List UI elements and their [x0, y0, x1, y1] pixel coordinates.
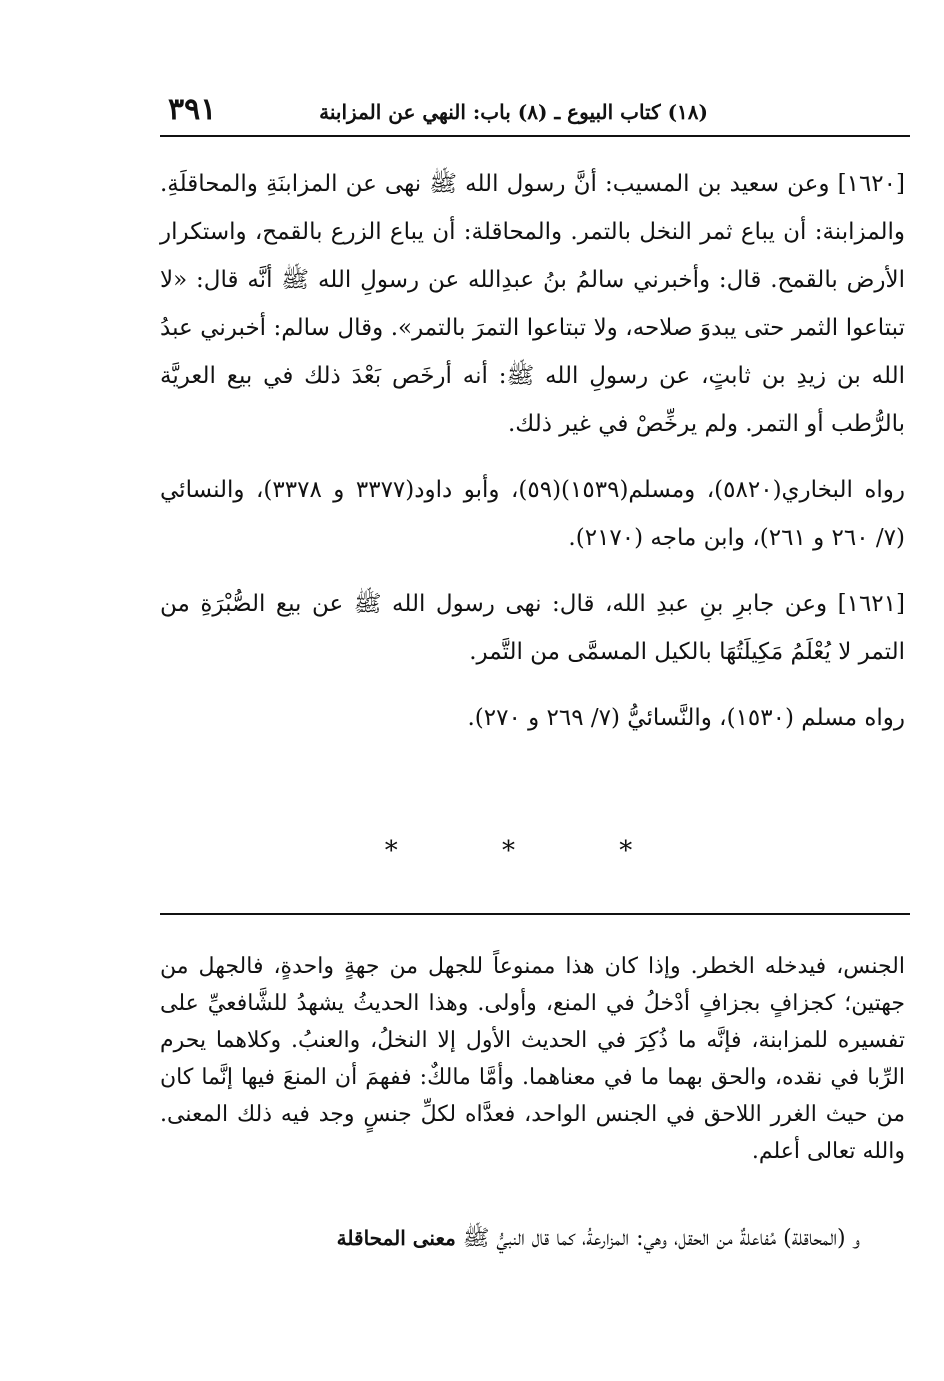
commentary-continuation-text: و (المحاقلة) مُفاعلةٌ من الحقل، وهي: المزارعةُ، كما قال النبيُّ ﷺ [462, 1226, 860, 1251]
main-text [160, 160, 905, 742]
hadith-1621-text: [١٦٢١] وعن جابرِ بنِ عبدِ الله، قال: نهى رسول الله ﷺ عن بيع الصُّبْرَةِ من التمر لا يُعْلَمُ مَكِيلَتُهَا بالكيل المسمَّى من التَّمر. [160, 591, 905, 665]
paragraph-gap [160, 676, 905, 694]
margin-label: معنى المحاقلة [336, 1226, 456, 1250]
running-title: (١٨) كتاب البيوع ـ (٨) باب: النهي عن المزابنة [319, 100, 708, 124]
commentary-text: الجنس، فيدخله الخطر. وإذا كان هذا ممنوعاً للجهل من جهةٍ واحدةٍ، فالجهل من جهتين؛ كجزافٍ بجزافٍ أدْخلُ في المنع، وأولى. وهذا الحديثُ يشهدُ للشَّافعيِّ على تفسيره للمزابنة، فإنَّه ما ذُكِرَ في الحديث الأول إلا النخلُ، والعنبُ. وكلاهما يحرم الرِّبا في نقده، والحق بهما ما في معناهما. وأمَّا مالكٌ: ففهمَ أن المنعَ فيها إنَّما كان من حيث الغرر اللاحق في الجنس الواحد، فعدَّاه لكلِّ جنسٍ وجد فيه ذلك المعنى. والله تعالى أعلم. [160, 954, 905, 1164]
paragraph-gap [160, 448, 905, 466]
hadith-1620-text: [١٦٢٠] وعن سعيد بن المسيب: أنَّ رسول الله ﷺ نهى عن المزابنَةِ والمحاقلَةِ. والمزابنة: أن يباع ثمر النخل بالتمر. والمحاقلة: أن يباع الزرع بالقمح، واستكرار الأرض بالقمح. قال: وأخبرني سالمُ بنُ عبدِالله عن رسولِ الله ﷺ أنَّه قال: «لا تبتاعوا الثمر حتى يبدوَ صلاحه، ولا تبتاعوا التمرَ بالتمر». وقال سالم: أخبرني عبدُ الله بن زيدِ بن ثابتٍ، عن رسولِ الله ﷺ: أنه أرخَص بَعْدَ ذلك في بيع العريَّة بالرُّطب أو التمر. ولم يرخِّصْ في غير ذلك. [160, 171, 905, 437]
page-number: ٣٩١ [168, 92, 217, 127]
footnote-rule [160, 913, 910, 915]
page-header [168, 92, 908, 132]
commentary [160, 948, 905, 1170]
commentary-continuation [40, 1220, 860, 1257]
hadith-1620-reference: رواه البخاري(٥٨٢٠)، ومسلم(١٥٣٩)(٥٩)، وأبو داود(٣٣٧٧ و ٣٣٧٨)، والنسائي (٧/ ٢٦٠ و ٢٦١)، وابن ماجه (٢١٧٠). [160, 477, 905, 551]
section-separator: * * * [384, 836, 681, 866]
header-rule [160, 135, 910, 137]
paragraph-gap [160, 562, 905, 580]
hadith-1621-reference: رواه مسلم (١٥٣٠)، والنَّسائيُّ (٧/ ٢٦٩ و ٢٧٠). [467, 705, 905, 731]
